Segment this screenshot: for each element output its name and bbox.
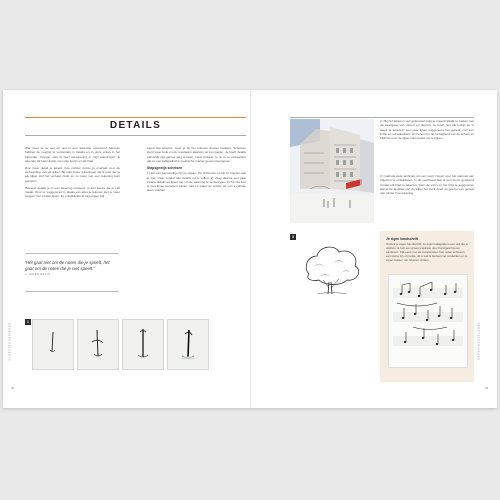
title-rule — [25, 117, 246, 118]
quote-rule-top — [25, 253, 119, 254]
quote-block — [25, 260, 115, 276]
left-side-label: SCHETSTECHNIEKEN — [8, 322, 12, 361]
section-subhead: Stapsgewijs schetsen — [147, 165, 183, 170]
paragraph: Wat moet je nu wel en niet in een tekening opnemen? Mensen hebben de neiging te verzanden in details en in deze vraag in het bijzonder. Vroeger was ik heel nauwkeurig in mijn tekeningen; ik tekende elk klein detail, met elke kozijn en elk blad. — [25, 146, 120, 163]
left-column-text — [25, 146, 120, 251]
quote-text: 'Het gaat niet om de noten die je speelt, het gaat om de noten die je niet speelt.' — [25, 260, 110, 271]
top-rule-right — [290, 117, 473, 118]
paragraph: Hoeveel details je in een tekening opneemt, is een keuze die je zelf maakt. Door te 'suggereren' in plaats van alles te tekenen kun je meer zeggen met minder lijnen. Zo ontwikkelde ik mijn eigen stijl. — [25, 185, 120, 199]
music-score-image — [388, 274, 468, 368]
tip-box-title: Je eigen handschrift — [386, 237, 419, 241]
right-side-label: SCHETSTECHNIEKEN — [476, 322, 480, 361]
step-badge-1: 1 — [25, 319, 31, 325]
street-sketch-illustration — [290, 119, 374, 223]
sketch-step-4 — [167, 319, 209, 370]
page-title: DETAILS — [109, 120, 162, 131]
paragraph: 1) Zet een eenvoudige lijn op papier. Op richtsnoer en lijn zo houden wat je ziet, maar zonder alle details op te vullen. 2) Voeg daarna een paar zwarte details en lijnen toe om de tekening te verstevigen. 3) Tot slot kun je met losse accenten papier, inkt en water de schets tot een symfonie laten smelten. — [147, 171, 246, 193]
caption-text-2: 2 | Bij het tekenen van gebouwen krijg je onvermijdelijk te maken met de weergave van ramen en deuren. Je hoeft niet elk kozijn tot in detail te tekenen: een paar lijnen suggereren het geheel, met een lichte en schaduwkant. Zo behoud je de luchtigheid van de schets en blijft het voor de kijker interessant om te kijken. — [380, 119, 474, 141]
left-page-number: 40 — [11, 386, 15, 390]
sketch-step-1 — [32, 319, 74, 370]
paragraph: eigen stijl omarmt, moet je bij het tekenen durven loslaten. Schetsen werd weer leuk en de resultaten daarvan op het papier. Je hoeft details natuurlijk niet geheel weg te laten, maar probeer ze nu zo te verbeelden dat ze een kalligrafische, poëtische manier gevoel weergeven. — [147, 146, 246, 163]
tip-box-content — [386, 237, 468, 262]
book-spread — [3, 90, 497, 408]
tip-box — [380, 231, 474, 382]
sketch-step-3 — [122, 319, 164, 370]
right-column-text — [147, 146, 246, 226]
title-rule-bottom — [25, 135, 246, 136]
tip-box-text: Ontdek je eigen handschrift. Je eigen kalligrafie is een stijl die je uitdrukt. Ik heb een groep inspiratie door handgeschreven partituren. Kijk eens hoe de componisten hun noten schreven, een kleine lijn of puntje, dit is wat ik bedoel met ontdekken en je eigen manier van tekenen vinden. — [386, 242, 468, 263]
sketch-step-2 — [77, 319, 119, 370]
quote-rule-bottom — [25, 291, 119, 292]
paragraph: Hoe meer detail je tekent, hoe minder ruimte je overlaat voor de verbeelding van de kijker. Bij mijn losse tekeningen wil ik juist dat je als kijker zelf het verhaal invult en zo meer van een tekening kunt genieten. — [25, 165, 120, 183]
page-gutter — [250, 90, 251, 408]
right-page-number: 41 — [485, 386, 489, 390]
quote-author: — MILES DAVIS — [25, 273, 51, 277]
caption-text-3: 3 | Gebruik deze techniek om een soort 'nieuw' voor het tekenen van objecten te ontwikkelen. In dit voorbeeld heb ik een boom getekend zonder elk blad te tekenen. Door de vorm en het licht te suggereren laat je de fantasie van de kijker het werk doen en geef je een gevoel van ruimte in je tekening. — [380, 174, 474, 196]
step-badge-3: 3 — [290, 234, 296, 240]
tree-sketch-illustration — [295, 240, 367, 298]
